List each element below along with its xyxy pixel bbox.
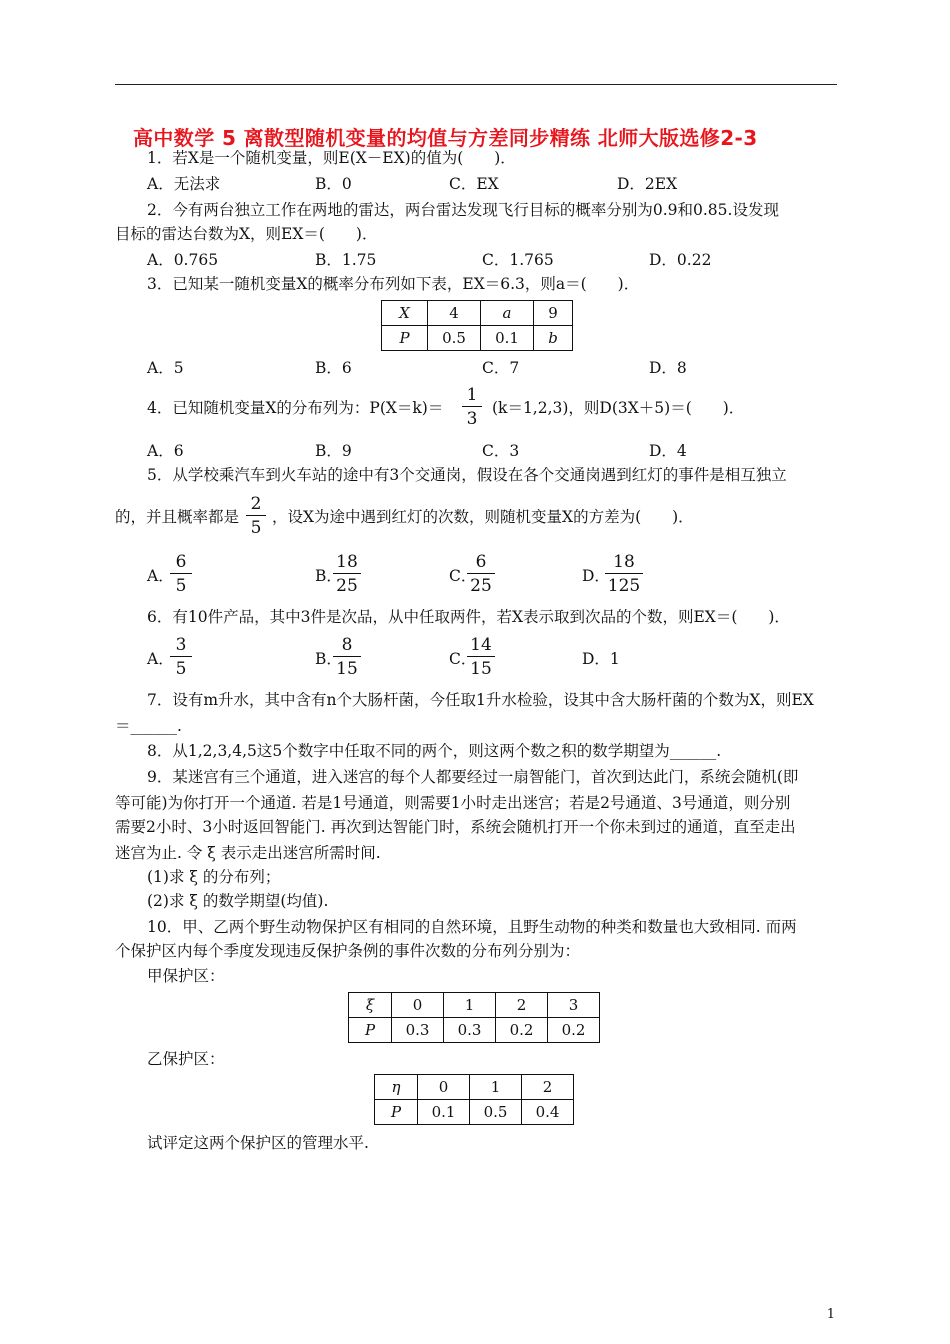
q5-option-d-label: D． (582, 567, 610, 585)
q9-line2: 等可能)为你打开一个通道. 若是1号通道，则需要1小时走出迷宫；若是2号通道、3号通道，则分别 (115, 794, 791, 812)
q2-option-d: D．0.22 (649, 251, 712, 269)
fraction-numerator: 1 (462, 385, 482, 407)
fraction-denominator: 125 (607, 576, 641, 596)
table-cell: 2 (522, 1075, 574, 1100)
q1-option-a: A．无法求 (147, 175, 221, 193)
q1-option-b: B．0 (315, 175, 352, 193)
fraction-denominator: 5 (175, 576, 187, 596)
q5-line2-pre: 的，并且概率都是 (115, 508, 240, 526)
q5-option-b-fraction (333, 552, 361, 596)
q4-option-c: C．3 (482, 442, 520, 460)
table-cell: 2 (496, 993, 548, 1018)
q2-line2: 目标的雷达台数为X，则EX＝( )． (115, 225, 378, 243)
q9-line4: 迷宫为止. 令 ξ 表示走出迷宫所需时间. (115, 844, 381, 862)
q4-fraction (462, 385, 482, 429)
fraction-numerator: 2 (246, 494, 266, 516)
table-cell: 0.1 (481, 326, 534, 351)
q10-line1: 10．甲、乙两个野生动物保护区有相同的自然环境，且野生动物的种类和数量也大致相同. 而两 (147, 918, 797, 936)
q5-option-c-label: C． (449, 567, 477, 585)
header-rule (115, 84, 837, 85)
q5-line2-post: ，设X为途中遇到红灯的次数，则随机变量X的方差为( )． (272, 508, 694, 526)
table-cell: 0 (392, 993, 444, 1018)
table-cell: 0.4 (522, 1100, 574, 1125)
table-cell: 0.2 (496, 1018, 548, 1043)
q1-option-d: D．2EX (617, 175, 678, 193)
table-cell: ξ (349, 993, 392, 1018)
table-cell: 0.5 (428, 326, 481, 351)
table-cell: 3 (548, 993, 600, 1018)
q5-option-d-fraction (605, 552, 643, 596)
fraction-denominator: 25 (336, 576, 358, 596)
q1-option-c: C．EX (449, 175, 499, 193)
fraction-denominator: 15 (336, 659, 358, 679)
q4-option-a: A．6 (147, 442, 184, 460)
q4-stem-post: (k＝1,2,3)，则D(3X＋5)＝( )． (492, 399, 745, 417)
q10-label-b: 乙保护区： (147, 1050, 225, 1068)
table-cell: 0.1 (418, 1100, 470, 1125)
q5-fraction (246, 494, 266, 538)
q3-option-c: C．7 (482, 359, 520, 377)
q6-option-a-fraction (170, 635, 192, 679)
q2-line1: 2．今有两台独立工作在两地的雷达，两台雷达发现飞行目标的概率分别为0.9和0.85.设发现 (147, 201, 779, 219)
q8-stem: 8．从1,2,3,4,5这5个数字中任取不同的两个，则这两个数之积的数学期望为______. (147, 742, 722, 760)
fraction-numerator: 8 (333, 635, 361, 657)
table-cell: 1 (444, 993, 496, 1018)
fraction-numerator: 3 (170, 635, 192, 657)
q6-option-b-label: B． (315, 650, 342, 668)
fraction-numerator: 18 (605, 552, 643, 574)
q10-table-a (348, 992, 600, 1043)
q2-option-c: C．1.765 (482, 251, 554, 269)
q9-line1: 9．某迷宫有三个通道，进入迷宫的每个人都要经过一扇智能门，首次到达此门，系统会随机(即 (147, 768, 799, 786)
q6-option-b-fraction (333, 635, 361, 679)
q2-option-a: A．0.765 (147, 251, 219, 269)
q5-option-a-label: A． (147, 567, 174, 585)
table-row (375, 1075, 574, 1100)
q9-sub1: (1)求 ξ 的分布列； (147, 868, 281, 886)
q10-line2: 个保护区内每个季度发现违反保护条例的事件次数的分布列分别为： (115, 942, 581, 960)
fraction-denominator: 15 (470, 659, 492, 679)
q5-line1: 5．从学校乘汽车到火车站的途中有3个交通岗，假设在各个交通岗遇到红灯的事件是相互独立 (147, 466, 787, 484)
q5-option-a-fraction (170, 552, 192, 596)
table-row (375, 1100, 574, 1125)
q7-line1: 7．设有m升水，其中含有n个大肠杆菌，今任取1升水检验，设其中含大肠杆菌的个数为X，则EX (147, 691, 814, 709)
q4-option-d: D．4 (649, 442, 687, 460)
table-cell: P (382, 326, 428, 351)
table-cell: X (382, 301, 428, 326)
table-cell: 0.3 (444, 1018, 496, 1043)
table-row (349, 993, 600, 1018)
fraction-denominator: 25 (470, 576, 492, 596)
q9-line3: 需要2小时、3小时返回智能门. 再次到达智能门时，系统会随机打开一个你未到过的通道，直至走出 (115, 818, 796, 836)
fraction-numerator: 14 (467, 635, 495, 657)
table-cell: P (375, 1100, 418, 1125)
table-cell: 0.3 (392, 1018, 444, 1043)
q3-option-a: A．5 (147, 359, 184, 377)
table-cell: η (375, 1075, 418, 1100)
table-row (382, 301, 573, 326)
q5-option-c-fraction (467, 552, 495, 596)
table-row (382, 326, 573, 351)
q3-option-b: B．6 (315, 359, 352, 377)
table-cell: 0.2 (548, 1018, 600, 1043)
q3-distribution-table (381, 300, 573, 351)
table-cell: 0 (418, 1075, 470, 1100)
q6-option-d: D．1 (582, 650, 620, 668)
q6-option-c-fraction (467, 635, 495, 679)
table-cell: b (534, 326, 573, 351)
q9-sub2: (2)求 ξ 的数学期望(均值). (147, 892, 329, 910)
table-cell: 9 (534, 301, 573, 326)
table-cell: P (349, 1018, 392, 1043)
fraction-denominator: 3 (466, 409, 478, 429)
fraction-numerator: 6 (467, 552, 495, 574)
table-cell: 4 (428, 301, 481, 326)
table-cell: 1 (470, 1075, 522, 1100)
q6-option-c-label: C． (449, 650, 477, 668)
q2-option-b: B．1.75 (315, 251, 377, 269)
q7-line2: ＝______. (115, 717, 182, 735)
fraction-numerator: 6 (170, 552, 192, 574)
q10-table-b (374, 1074, 574, 1125)
q1-stem: 1．若X是一个随机变量，则E(X－EX)的值为( )． (147, 149, 516, 167)
fraction-denominator: 5 (175, 659, 187, 679)
q3-stem: 3．已知某一随机变量X的概率分布列如下表，EX＝6.3，则a＝( )． (147, 275, 640, 293)
q10-closing: 试评定这两个保护区的管理水平. (147, 1134, 369, 1152)
fraction-numerator: 18 (333, 552, 361, 574)
table-row (349, 1018, 600, 1043)
table-cell: a (481, 301, 534, 326)
q10-label-a: 甲保护区： (147, 967, 225, 985)
q5-option-b-label: B． (315, 567, 342, 585)
page-number: 1 (826, 1307, 835, 1322)
fraction-denominator: 5 (250, 518, 262, 538)
document-title: 高中数学 5 离散型随机变量的均值与方差同步精练 北师大版选修2-3 (133, 126, 758, 150)
q4-stem-pre: 4．已知随机变量X的分布列为：P(X＝k)＝ (147, 399, 444, 417)
q6-option-a-label: A． (147, 650, 174, 668)
q6-stem: 6．有10件产品，其中3件是次品，从中任取两件，若X表示取到次品的个数，则EX＝( )． (147, 608, 790, 626)
q4-option-b: B．9 (315, 442, 352, 460)
table-cell: 0.5 (470, 1100, 522, 1125)
q3-option-d: D．8 (649, 359, 687, 377)
